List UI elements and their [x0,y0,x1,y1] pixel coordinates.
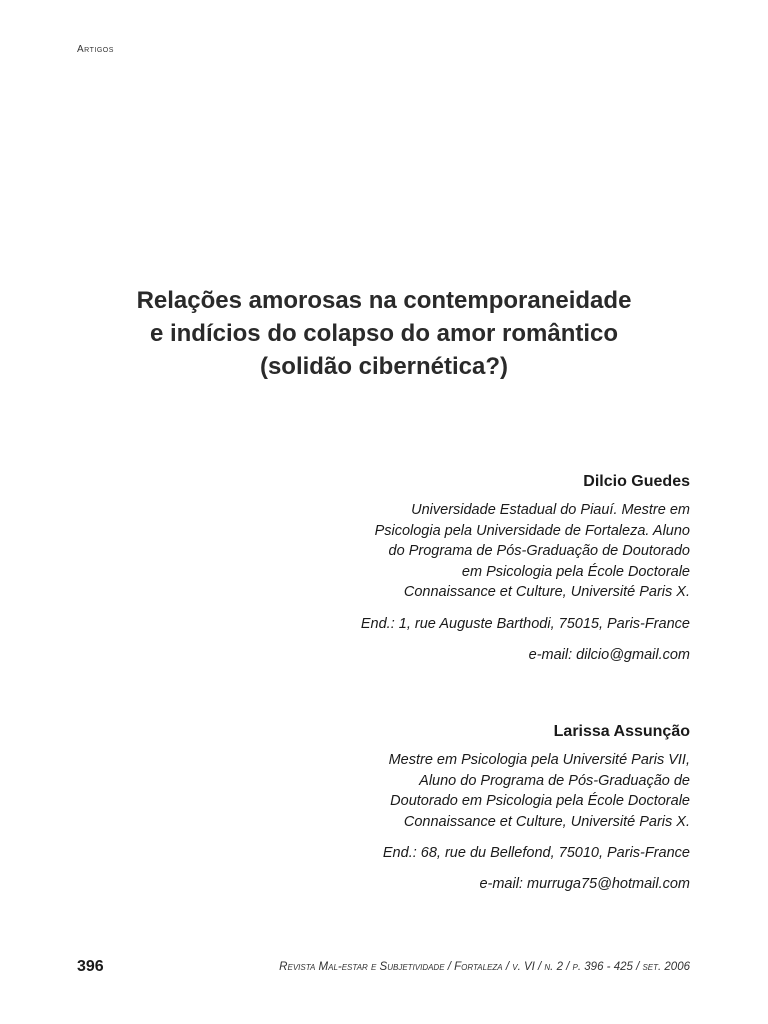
page-number: 396 [77,958,104,975]
author-affiliation [130,500,690,603]
affiliation-line: Mestre em Psicologia pela Université Paris VII, [388,752,690,768]
title-line-1: Relações amorosas na contemporaneidade [136,287,632,314]
author-affiliation [130,750,690,832]
affiliation-line: Psicologia pela Universidade de Fortaleza. Aluno [374,522,690,539]
affiliation-line: Doutorado em Psicologia pela École Doctorale [390,793,690,809]
author-name: Larissa Assunção [553,723,690,740]
affiliation-line: do Programa de Pós-Graduação de Doutorado [388,543,690,559]
author-name: Dilcio Guedes [583,473,690,490]
journal-reference: Revista Mal-estar e Subjetividade / Fortaleza / v. VI / n. 2 / p. 396 - 425 / set. 2006 [279,961,690,973]
affiliation-line: Aluno do Programa de Pós-Graduação de [419,772,690,789]
section-label: Artigos [77,44,114,55]
author-email[interactable]: e-mail: murruga75@hotmail.com [479,876,690,892]
author-block-2 [130,722,690,894]
author-block-1 [130,472,690,665]
title-line-3: (solidão cibernética?) [259,353,509,380]
author-address: End.: 68, rue du Bellefond, 75010, Paris-France [382,845,690,861]
affiliation-line: em Psicologia pela École Doctorale [461,563,690,580]
affiliation-line: Universidade Estadual do Piauí. Mestre em [411,502,690,518]
affiliation-line: Connaissance et Culture, Université Paris X. [403,813,690,830]
article-title [0,284,768,383]
author-address: End.: 1, rue Auguste Barthodi, 75015, Paris-France [360,615,690,632]
author-email[interactable]: e-mail: dilcio@gmail.com [528,646,690,663]
affiliation-line: Connaissance et Culture, Université Paris X. [403,584,690,600]
page-footer [77,956,690,978]
title-line-2: e indícios do colapso do amor romântico [149,320,619,347]
